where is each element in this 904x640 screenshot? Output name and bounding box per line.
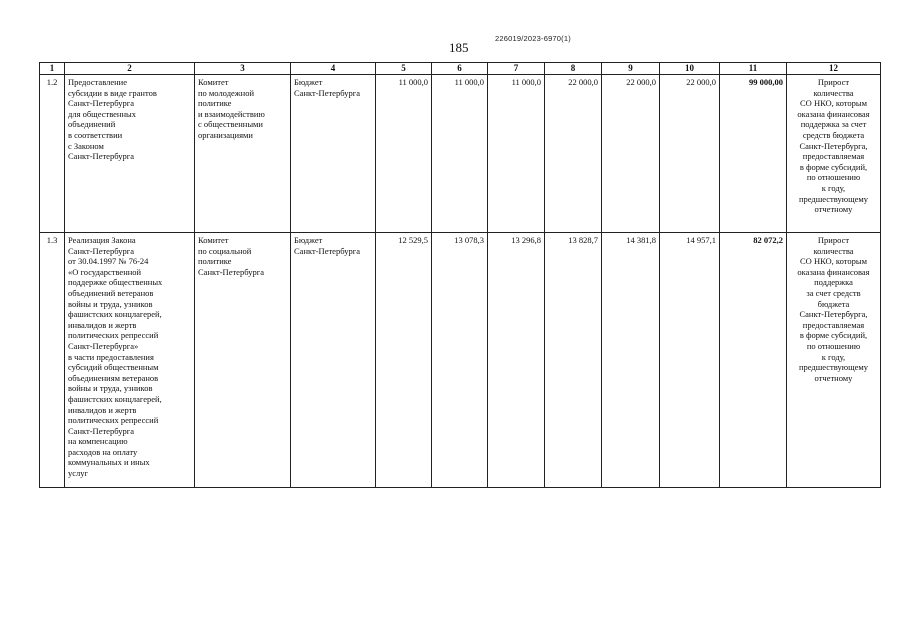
value-cell: 11 000,0 [376,75,432,233]
source-cell: Бюджет Санкт-Петербурга [291,233,376,488]
column-header: 9 [602,63,660,75]
column-header: 4 [291,63,376,75]
executor-cell: Комитет по социальной политике Санкт-Петербурга [195,233,291,488]
event-cell: Реализация Закона Санкт-Петербурга от 30.04.1997 № 76-24 «О государственной поддержке общественных объединений ветеранов войны и труда, узников фашистских концлагерей, инвалидов и жертв политических репрессий Санкт-Петербурга» в части предоставления субсидий общественным объединениям ветеранов войны и труда, узников фашистских концлагерей, инвалидов и жертв политических репрессий Санкт-Петербурга на компенсацию расходов на оплату коммунальных и иных услуг [65,233,195,488]
column-header: 7 [488,63,545,75]
source-cell: Бюджет Санкт-Петербурга [291,75,376,233]
indicator-cell: Прирост количества СО НКО, которым оказана финансовая поддержка за счет средств бюджета Санкт-Петербурга, предоставляемая в форме субсидий, по отношению к году, предшествующему отчетному [787,75,881,233]
column-header: 11 [720,63,787,75]
header-row [40,63,881,75]
value-cell: 13 828,7 [545,233,602,488]
value-cell: 11 000,0 [488,75,545,233]
value-cell: 13 296,8 [488,233,545,488]
value-cell: 12 529,5 [376,233,432,488]
table-row [40,233,881,488]
document-code: 226019/2023-6970(1) [495,34,571,43]
column-header: 2 [65,63,195,75]
column-header: 5 [376,63,432,75]
page-number: 185 [449,40,469,55]
column-header: 6 [432,63,488,75]
value-cell: 22 000,0 [660,75,720,233]
executor-cell: Комитет по молодежной политике и взаимодействию с общественными организациями [195,75,291,233]
column-header: 8 [545,63,602,75]
value-cell: 14 381,8 [602,233,660,488]
value-cell: 22 000,0 [602,75,660,233]
value-cell: 22 000,0 [545,75,602,233]
program-table [39,62,881,488]
column-header: 10 [660,63,720,75]
indicator-cell: Прирост количества СО НКО, которым оказана финансовая поддержка за счет средств бюджета Санкт-Петербурга, предоставляемая в форме субсидий, по отношению к году, предшествующему отчетному [787,233,881,488]
value-cell: 14 957,1 [660,233,720,488]
event-cell: Предоставление субсидии в виде грантов Санкт-Петербурга для общественных объединений в соответствии с Законом Санкт-Петербурга [65,75,195,233]
column-header: 3 [195,63,291,75]
total-cell: 99 000,00 [720,75,787,233]
column-header: 12 [787,63,881,75]
row-number: 1.3 [40,233,65,488]
value-cell: 11 000,0 [432,75,488,233]
table-row [40,75,881,233]
total-cell: 82 072,2 [720,233,787,488]
column-header: 1 [40,63,65,75]
value-cell: 13 078,3 [432,233,488,488]
row-number: 1.2 [40,75,65,233]
